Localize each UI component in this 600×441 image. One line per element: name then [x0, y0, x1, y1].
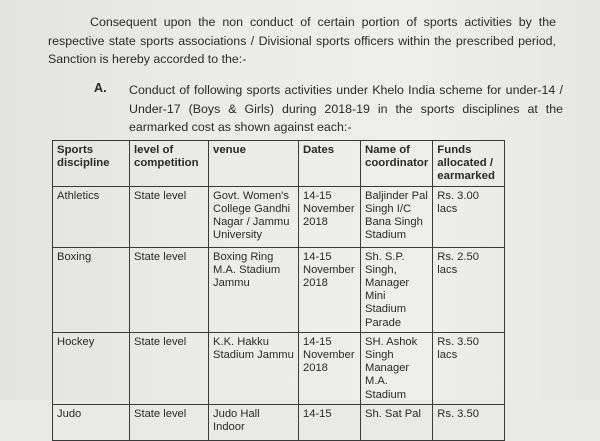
cell-dates: 14-15 November 2018	[299, 332, 361, 404]
cell-level: State level	[130, 186, 209, 247]
cell-funds: Rs. 3.00 lacs	[433, 186, 505, 247]
table-row	[53, 332, 505, 404]
header-sports-discipline: Sports discipline	[53, 141, 130, 187]
cell-dates: 14-15 November 2018	[299, 247, 361, 332]
cell-funds: Rs. 2.50 lacs	[433, 247, 505, 332]
cell-dates: 14-15 November 2018	[299, 186, 361, 247]
cell-venue: Boxing Ring M.A. Stadium Jammu	[209, 247, 299, 332]
cell-level: State level	[130, 404, 209, 440]
table-row	[53, 186, 505, 247]
cell-level: State level	[130, 332, 209, 404]
header-level-of-competition: level of competition	[130, 141, 209, 187]
cell-venue: Judo Hall Indoor	[209, 404, 299, 440]
cell-funds: Rs. 3.50 lacs	[433, 332, 505, 404]
cell-sport: Hockey	[53, 332, 130, 404]
cell-sport: Athletics	[53, 186, 130, 247]
cell-dates: 14-15	[299, 404, 361, 440]
section-text: Conduct of following sports activities under Khelo India scheme for under-14 / Under-17 (Boys & Girls) during 2018-19 in the sports disciplines at the earmarked cost as shown against each:-	[129, 83, 563, 134]
cell-venue: K.K. Hakku Stadium Jammu	[209, 332, 299, 404]
cell-coordinator: SH. Ashok Singh Manager M.A. Stadium	[361, 332, 433, 404]
cell-coordinator: Sh. Sat Pal	[361, 404, 433, 440]
table-header-row	[53, 141, 505, 187]
header-dates: Dates	[299, 141, 361, 187]
sports-table	[52, 140, 505, 441]
cell-venue: Govt. Women's College Gandhi Nagar / Jammu University	[209, 186, 299, 247]
cell-level: State level	[130, 247, 209, 332]
header-coordinator: Name of coordinator	[361, 141, 433, 187]
cell-sport: Boxing	[53, 247, 130, 332]
intro-paragraph: Consequent upon the non conduct of certain portion of sports activities by the respective state sports associations / Divisional sports officers within the prescribed period, Sanction is hereby accorded to the:-	[48, 15, 556, 66]
cell-sport: Judo	[53, 404, 130, 440]
table-row	[53, 404, 505, 440]
header-venue: venue	[209, 141, 299, 187]
table-row	[53, 247, 505, 332]
cell-coordinator: Baljinder Pal Singh I/C Bana Singh Stadium	[361, 186, 433, 247]
header-funds: Funds allocated / earmarked	[433, 141, 505, 187]
cell-coordinator: Sh. S.P. Singh, Manager Mini Stadium Parade	[361, 247, 433, 332]
cell-funds: Rs. 3.50	[433, 404, 505, 440]
section-letter: A.	[94, 81, 107, 95]
